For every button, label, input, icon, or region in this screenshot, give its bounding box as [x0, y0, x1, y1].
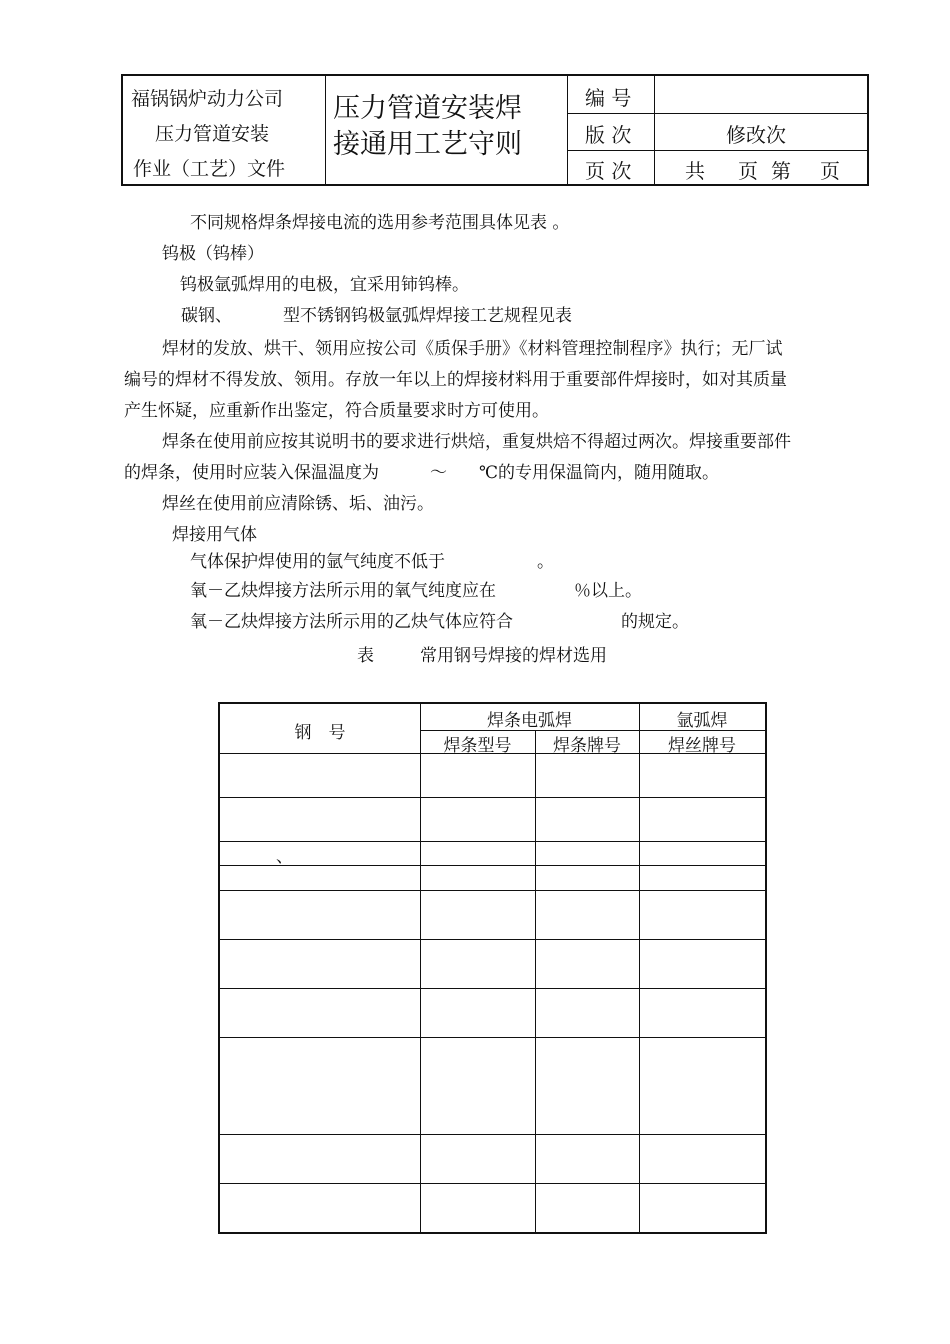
company-name: 福锅锅炉动力公司: [131, 88, 284, 110]
table-row: [220, 988, 765, 989]
table-row: [220, 939, 765, 940]
page-label: 页 次: [585, 159, 632, 183]
table-caption: 常用钢号焊接的焊材选用: [420, 646, 607, 666]
paragraph-acetylene: 氧－乙炔焊接方法所示用的乙炔气体应符合: [190, 612, 513, 632]
page-no-label: 第: [771, 159, 791, 183]
paragraph-oxygen: 氧－乙炔焊接方法所示用的氧气纯度应在: [190, 581, 496, 601]
paragraph-current-range: 不同规格焊条焊接电流的选用参考范围具体见表 。: [190, 213, 570, 233]
table-row: [220, 1134, 765, 1135]
divider: [325, 76, 326, 184]
column-group-argon-welding: 氩弧焊: [676, 711, 728, 731]
divider: [567, 76, 568, 184]
paragraph-tungsten: 钨极氩弧焊用的电极，宜采用铈钨棒。: [180, 275, 469, 295]
paragraph-stainless: 型不锈钢钨极氩弧焊焊接工艺规程见表: [283, 306, 572, 326]
column-header-rod-type: 焊条型号: [443, 736, 512, 756]
paragraph-argon: 气体保护焊使用的氩气纯度不低于: [190, 552, 445, 572]
divider: [535, 730, 536, 1232]
paragraph-oxygen-end: ％以上。: [574, 581, 642, 601]
heading-tungsten: 钨极（钨棒）: [162, 244, 264, 264]
document-type: 作业（工艺）文件: [133, 158, 286, 180]
number-label: 编 号: [585, 86, 632, 110]
page-unit-label: 页: [738, 159, 758, 183]
paragraph-baking-tilde: ～: [430, 463, 447, 483]
page-total-label: 共: [685, 159, 705, 183]
paragraph-acetylene-end: 的规定。: [621, 612, 689, 632]
table-row: [220, 1183, 765, 1184]
paragraph-material-line3: 产生怀疑，应重新作出鉴定，符合质量要求时方可使用。: [124, 401, 549, 421]
paragraph-argon-end: 。: [537, 552, 554, 572]
paragraph-wire: 焊丝在使用前应清除锈、垢、油污。: [162, 494, 434, 514]
heading-gas: 焊接用气体: [172, 525, 257, 545]
divider: [567, 113, 867, 114]
table-row: [220, 865, 765, 866]
table-row: [220, 890, 765, 891]
table-caption-label: 表: [357, 646, 374, 666]
page-unit-label-2: 页: [820, 159, 840, 183]
document-title-line2: 接通用工艺守则: [333, 129, 522, 160]
paragraph-material-line1: 焊材的发放、烘干、领用应按公司《质保手册》《材料管理控制程序》执行；无厂试: [162, 339, 783, 359]
divider: [654, 76, 655, 184]
version-label: 版 次: [585, 123, 632, 147]
divider: [567, 150, 867, 151]
divider: [639, 704, 640, 1232]
column-group-arc-welding: 焊条电弧焊: [487, 711, 572, 731]
divider: [420, 704, 421, 1232]
row-mark: 、: [276, 847, 293, 867]
paragraph-baking-line2a: 的焊条，使用时应装入保温温度为: [124, 463, 379, 483]
column-header-rod-brand: 焊条牌号: [553, 736, 621, 756]
paragraph-material-line2: 编号的焊材不得发放、领用。存放一年以上的焊接材料用于重要部件焊接时，如对其质量: [124, 370, 787, 390]
table-row: [220, 797, 765, 798]
column-header-wire-brand: 焊丝牌号: [668, 736, 736, 756]
column-header-steel: 钢 号: [294, 723, 346, 743]
revision-label: 修改次: [726, 123, 786, 147]
welding-material-table: [218, 702, 767, 1234]
table-row: [220, 841, 765, 842]
paragraph-baking-line2c: ℃的专用保温筒内，随用随取。: [479, 463, 720, 483]
document-header: [121, 74, 869, 186]
paragraph-baking-line1: 焊条在使用前应按其说明书的要求进行烘焙，重复烘焙不得超过两次。焊接重要部件: [162, 432, 791, 452]
department-name: 压力管道安装: [155, 123, 270, 145]
document-title-line1: 压力管道安装焊: [333, 93, 522, 124]
paragraph-carbon-steel: 碳钢、: [181, 306, 232, 326]
table-row: [220, 1037, 765, 1038]
